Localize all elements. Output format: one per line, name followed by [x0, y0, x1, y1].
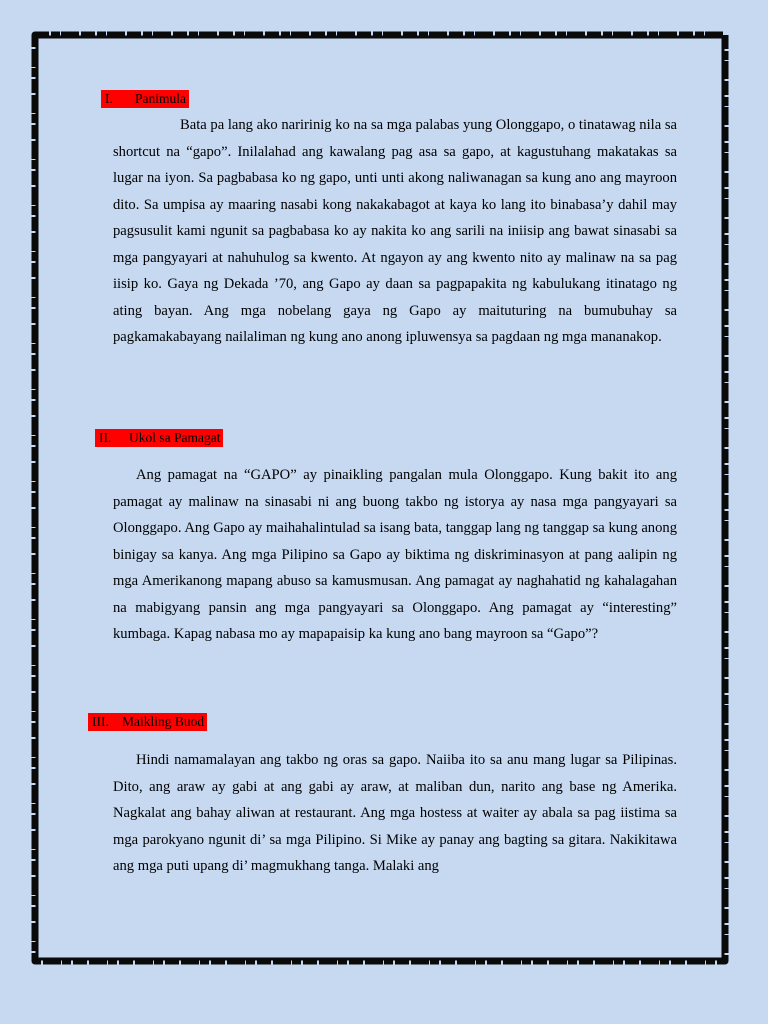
section-title: Panimula	[135, 91, 186, 106]
section-heading-ukol-sa-pamagat	[95, 429, 223, 447]
section-body-maikling-buod: Hindi namamalayan ang takbo ng oras sa gapo. Naiiba ito sa anu mang lugar sa Pilipinas. Dito, ang araw ay gabi at ang gabi ay araw, at maliban dun, narito ang base ng Amerika. Nagkalat ang bahay aliwan at restaurant. Ang mga hostess at waiter ay abala sa pag iistima sa mga parokyano ngunit di’ sa mga Pilipino. Si Mike ay panay ang bagting sa gitara. Nakikitawa ang mga puti upang di’ magmukhang tanga. Malaki ang	[113, 752, 677, 874]
section-number: III.	[92, 714, 109, 729]
section-title: Ukol sa Pamagat	[129, 430, 221, 445]
section-heading-maikling-buod	[88, 713, 207, 731]
section-body-ukol-sa-pamagat: Ang pamagat na “GAPO” ay pinaikling pangalan mula Olonggapo. Kung bakit ito ang pamagat ay malinaw na sinasabi ni ang buong takbo ng istorya ay nasa mga pangyayari sa Olonggapo. Ang Gapo ay maihahalintulad sa isang bata, tanggap lang ng tanggap sa kung anong binigay sa kanya. Ang mga Pilipino sa Gapo ay biktima ng diskriminasyon at pang aalipin ng mga Amerikanong mapang abuso sa kamusmusan. Ang pamagat ay naghahatid ng kahalagahan na mabigyang pansin ang mga pangyayari sa Olonggapo. Ang pamagat ay “interesting” kumbaga. Kapag nabasa mo ay mapapaisip ka kung ano bang mayroon sa “Gapo”?	[113, 467, 677, 642]
section-number: II.	[99, 430, 112, 445]
section-title: Maikling Buod	[122, 714, 205, 729]
section-number: I.	[105, 91, 113, 106]
section-heading-panimula	[101, 90, 189, 108]
section-body-panimula: Bata pa lang ako naririnig ko na sa mga palabas yung Olonggapo, o tinatawag nila sa shortcut na “gapo”. Inilalahad ang kawalang pag asa sa gapo, at kagustuhang makatakas sa lugar na iyon. Sa pagbabasa ko ng gapo, unti unti akong naliwanagan sa kung ano ang mayroon dito. Sa umpisa ay maaring nasabi kong nakakabagot at kaya ko lang ito binabasa’y dahil may pagsusulit kami ngunit sa pagbabasa ko ay nakita ko ang sarili na iniisip ang bawat sinasabi sa mga pangyayari at nahuhulog sa kwento. At ngayon ay ang kwento nito ay malinaw na sa pag iisip ko. Gaya ng Dekada ’70, ang Gapo ay daan sa pagpapakita ng kabulukang itinatago ng ating bayan. Ang mga nobelang gaya ng Gapo ay maituturing na bumubuhay sa pagkamakabayang nailaliman ng kung ano anong ipluwensya sa pagdaan ng mga mananakop.	[113, 117, 677, 345]
